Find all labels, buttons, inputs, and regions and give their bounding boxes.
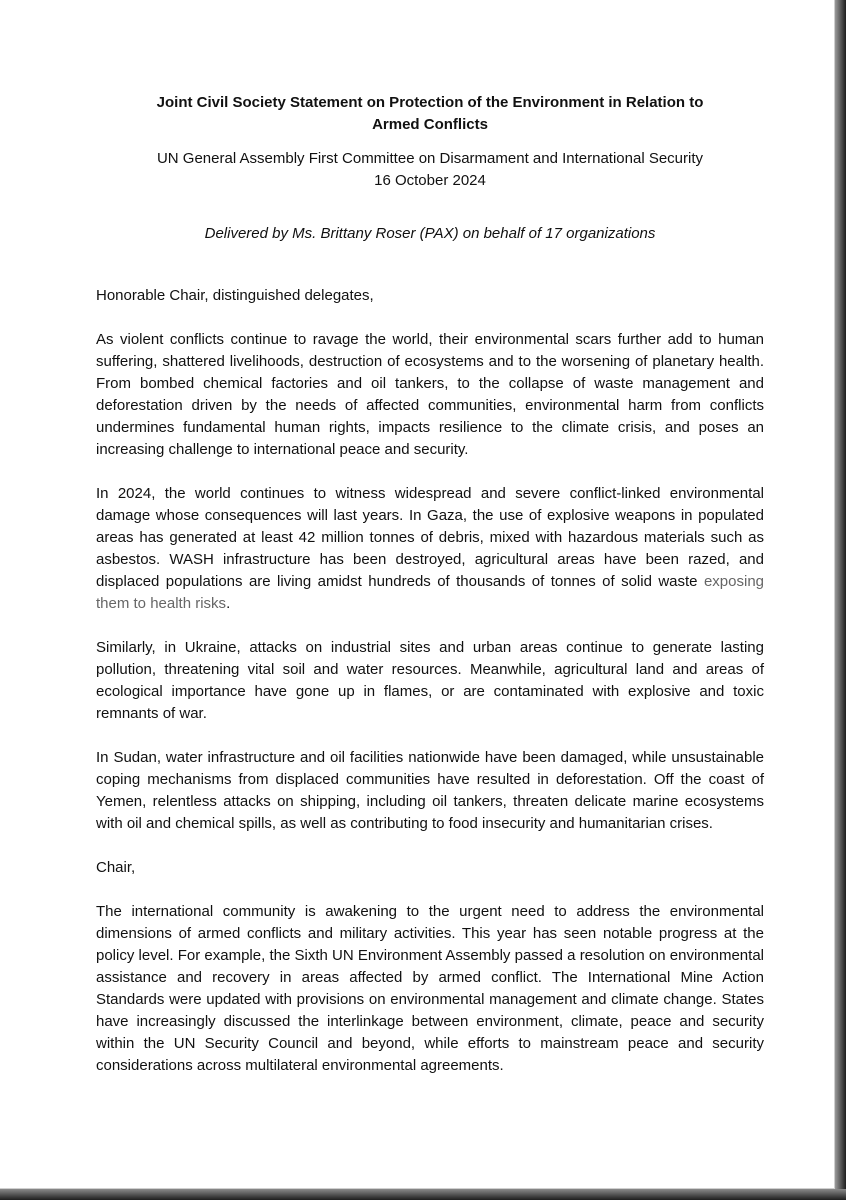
paragraph-5: The international community is awakening to the urgent need to address the environmental dimensions of armed conflicts and military activities. This year has seen notable progress at the policy level. For example, the Sixth UN Environment Assembly passed a resolution on environmental assistance and recovery in areas affected by armed conflict. The International Mine Action Standards were updated with provisions on environmental management and climate change. States have increasingly discussed the interlinkage between environment, climate, peace and security within the UN Security Council and beyond, while efforts to mainstream peace and security considerations across multilateral environmental agreements. [96,903,764,1074]
paragraph-1: As violent conflicts continue to ravage the world, their environmental scars further add to human suffering, shattered livelihoods, destruction of ecosystems and to the worsening of planetary health. From bombed chemical factories and oil tankers, to the collapse of waste management and deforestation driven by the needs of affected communities, environmental harm from conflicts undermines fundamental human rights, impacts resilience to the climate crisis, and poses an increasing challenge to international peace and security. [96,331,764,458]
paragraph-3: Similarly, in Ukraine, attacks on industrial sites and urban areas continue to generate lasting pollution, threatening vital soil and water resources. Meanwhile, agricultural land and areas of ecological importance have gone up in flames, or are contaminated with explosive and toxic remnants of war. [96,639,764,722]
salutation: Honorable Chair, distinguished delegates, [96,287,374,304]
chair-salutation: Chair, [96,859,136,876]
document-content [96,92,764,1077]
paragraph-2-grey-text: exposing them to health risks [96,573,764,612]
page-edge-shadow-bottom [0,1189,846,1200]
delivered-by-line: Delivered by Ms. Brittany Roser (PAX) on behalf of 17 organizations [204,225,656,242]
paragraph-2-period: . [226,595,231,612]
document-title-line-2: Armed Conflicts [372,116,488,133]
paragraph-2 [96,483,764,615]
paragraph-4: In Sudan, water infrastructure and oil facilities nationwide have been damaged, while unsustainable coping mechanisms from displaced communities have resulted in deforestation. Off the coast of Yemen, relentless attacks on shipping, including oil tankers, threaten delicate marine ecosystems with oil and chemical spills, as well as contributing to food insecurity and humanitarian crises. [96,749,764,832]
document-date: 16 October 2024 [374,172,486,189]
paragraph-2-main: In 2024, the world continues to witness widespread and severe conflict-linked environmental damage whose consequences will last years. In Gaza, the use of explosive weapons in populated areas has generated at least 42 million tonnes of debris, mixed with hazardous materials such as asbestos. WASH infrastructure has been destroyed, agricultural areas have been razed, and displaced populations are living amidst hundreds of thousands of tonnes of solid waste [96,485,764,590]
document-subtitle-committee: UN General Assembly First Committee on Disarmament and International Security [156,150,704,167]
page-edge-shadow-right [835,0,846,1200]
document-title-line-1: Joint Civil Society Statement on Protection of the Environment in Relation to [156,94,704,111]
